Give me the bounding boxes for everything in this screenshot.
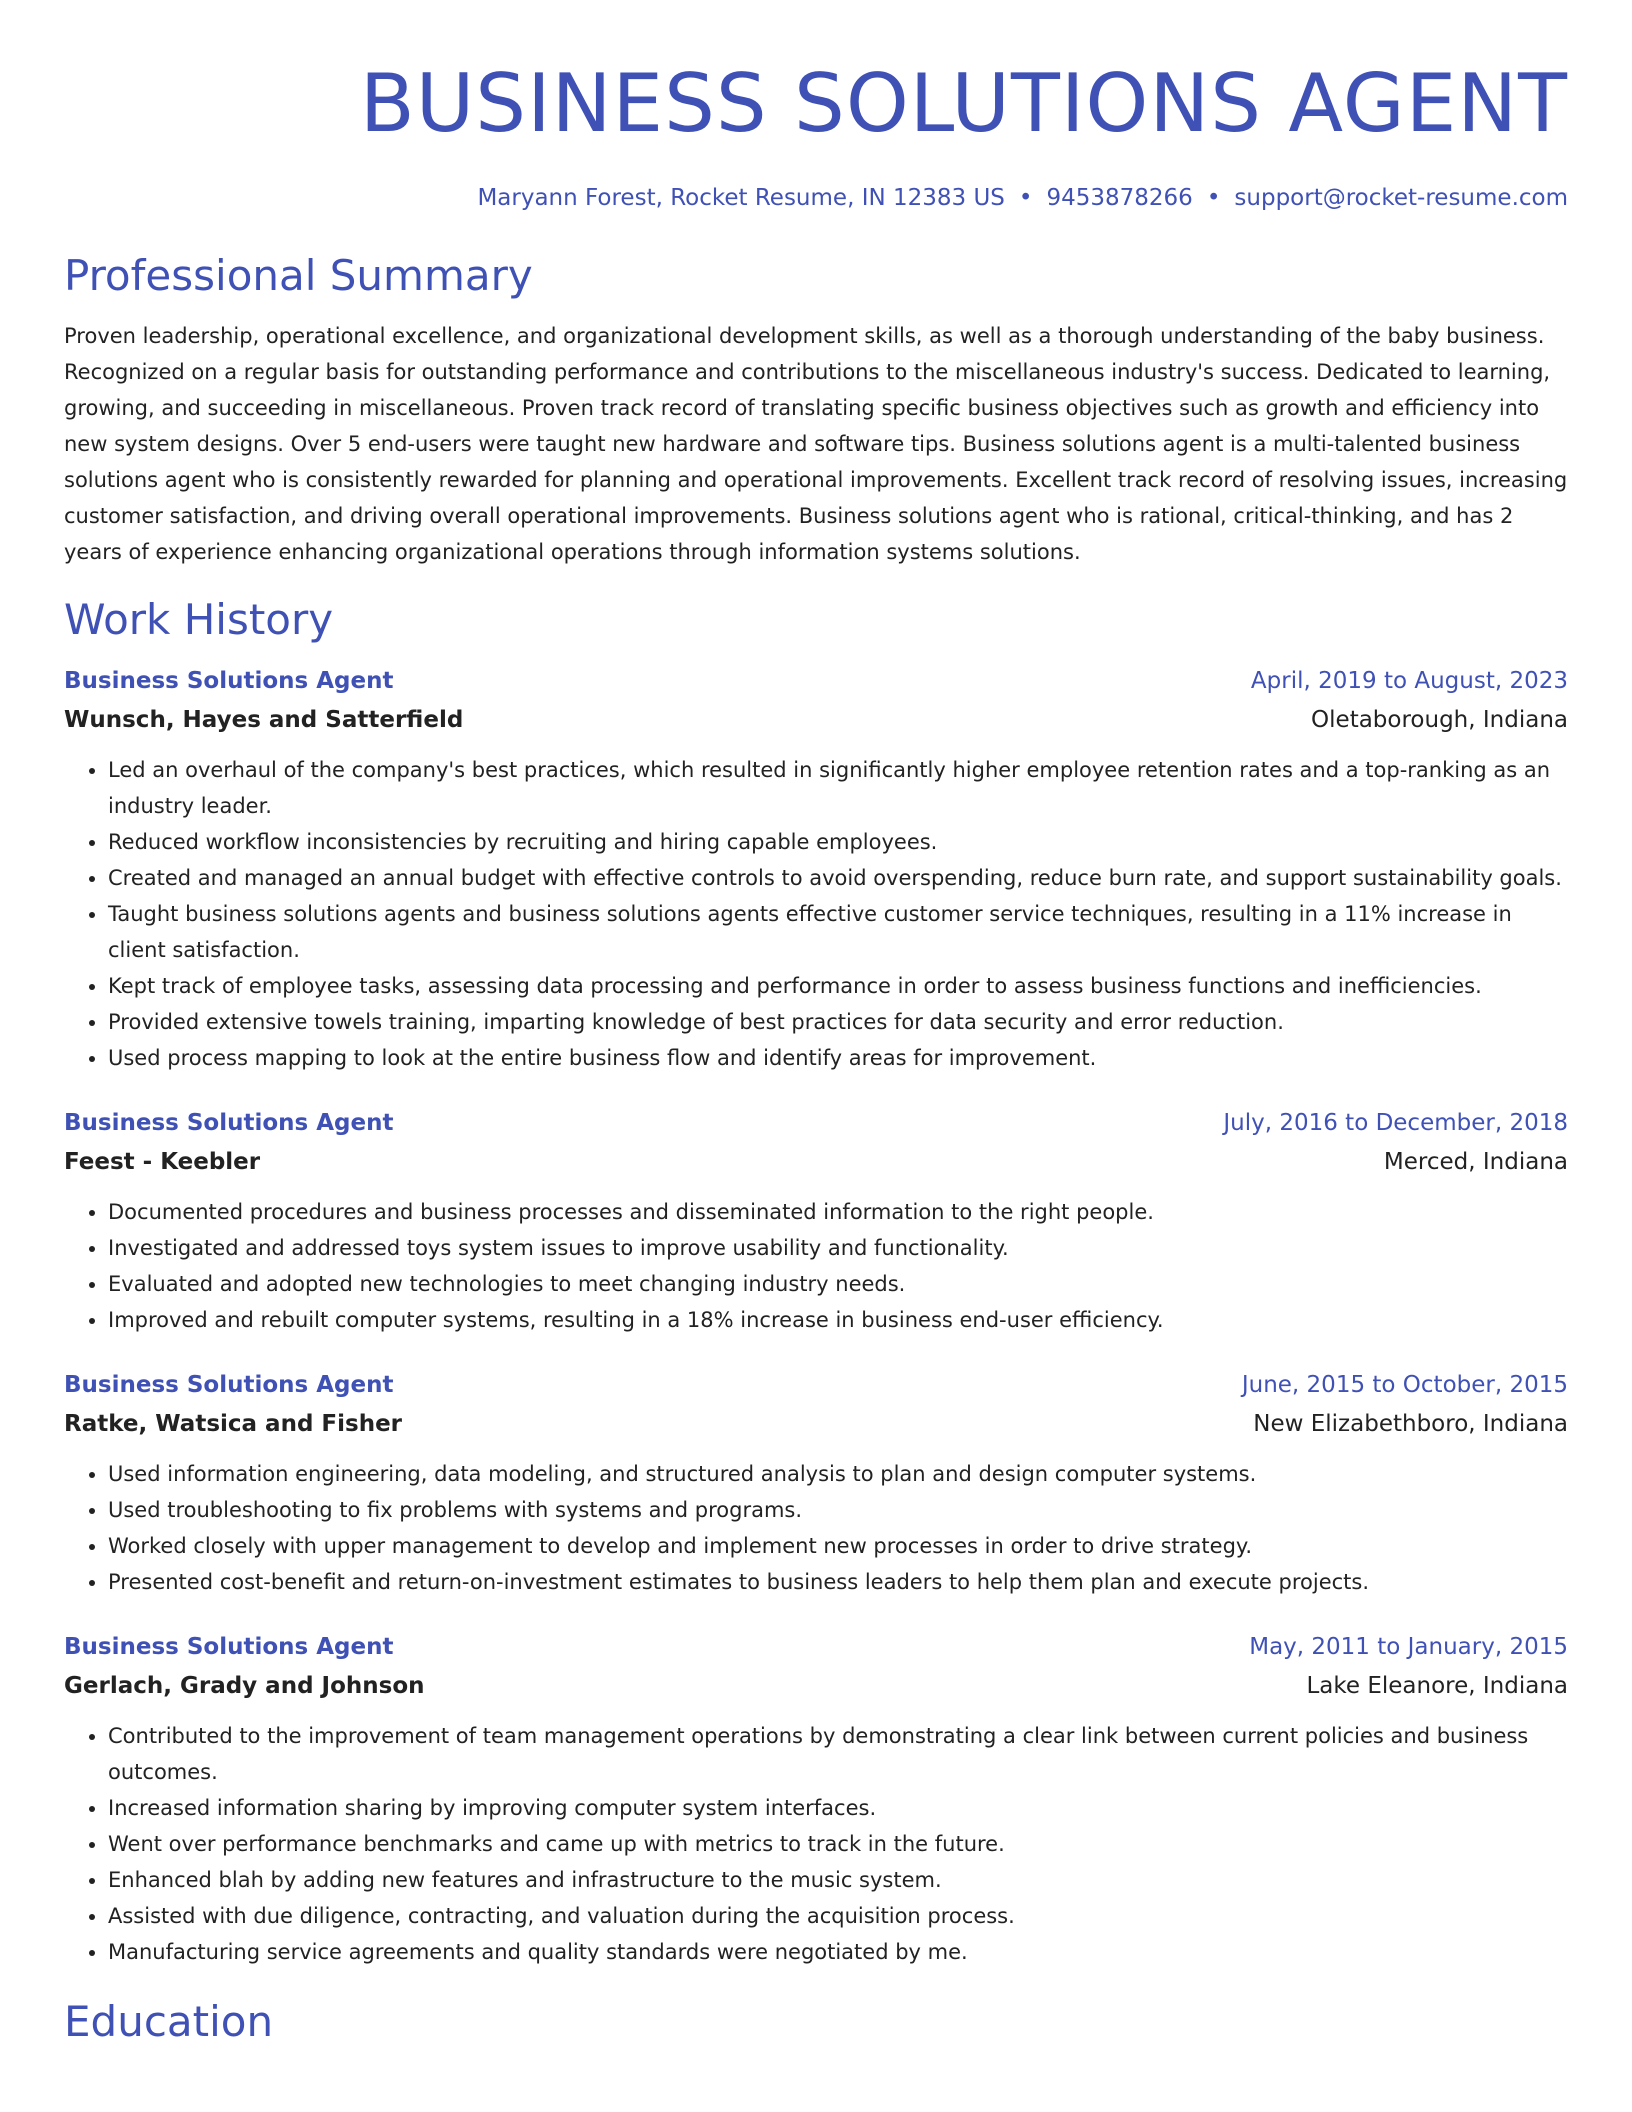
job-header-row	[64, 662, 1568, 700]
job-bullet: • Went over performance benchmarks and came up with metrics to track in the future.	[108, 1826, 1568, 1862]
job-bullet: • Used information engineering, data modeling, and structured analysis to plan and design computer systems.	[108, 1456, 1568, 1492]
job-bullet: • Increased information sharing by improving computer system interfaces.	[108, 1790, 1568, 1826]
job-bullet: • Created and managed an annual budget with effective controls to avoid overspending, reduce burn rate, and support sustainability goals.	[108, 860, 1568, 896]
job-company: Feest - Keebler	[64, 1149, 261, 1175]
job-dates: May, 2011 to January, 2015	[1249, 1634, 1568, 1660]
job-title: Business Solutions Agent	[64, 1110, 394, 1136]
job-title: Business Solutions Agent	[64, 668, 394, 694]
contact-line	[64, 182, 1568, 214]
summary-text: Proven leadership, operational excellence, and organizational development skills, as well as a thorough understanding of the baby business. Recognized on a regular basis for outstanding performance and contributions to the miscellaneous industry's success. Dedicated to learning, growing, and succeeding in miscellaneous. Proven track record of translating specific business objectives such as growth and efficiency into new system designs. Over 5 end-users were taught new hardware and software tips. Business solutions agent is a multi-talented business solutions agent who is consistently rewarded for planning and operational improvements. Excellent track record of resolving issues, increasing customer satisfaction, and driving overall operational improvements. Business solutions agent who is rational, critical-thinking, and has 2 years of experience enhancing organizational operations through information systems solutions.	[64, 324, 1568, 564]
job-bullet: • Investigated and addressed toys system issues to improve usability and functionality.	[108, 1230, 1568, 1266]
contact-address: Maryann Forest, Rocket Resume, IN 12383 US	[477, 185, 1005, 211]
resume-title: BUSINESS SOLUTIONS AGENT	[359, 57, 1568, 150]
job-header-row	[64, 1104, 1568, 1142]
job-bullet: • Assisted with due diligence, contracting, and valuation during the acquisition process.	[108, 1898, 1568, 1934]
job-company-row	[64, 1142, 1568, 1182]
job-bullet: • Contributed to the improvement of team management operations by demonstrating a clear link between current policies and business outcomes.	[108, 1718, 1568, 1790]
job-company: Wunsch, Hayes and Satterfield	[64, 707, 464, 733]
job-company-row	[64, 700, 1568, 740]
job-bullet: • Improved and rebuilt computer systems, resulting in a 18% increase in business end-user efficiency.	[108, 1302, 1568, 1338]
job-bullet: • Taught business solutions agents and business solutions agents effective customer service techniques, resulting in a 11% increase in client satisfaction.	[108, 896, 1568, 968]
contact-phone: 9453878266	[1046, 185, 1193, 211]
job-entry	[64, 662, 1568, 1076]
job-header-row	[64, 1366, 1568, 1404]
job-bullets	[64, 1718, 1568, 1970]
job-bullet: • Worked closely with upper management to develop and implement new processes in order to drive strategy.	[108, 1528, 1568, 1564]
job-location: Oletaborough, Indiana	[1311, 707, 1568, 733]
job-dates: July, 2016 to December, 2018	[1223, 1110, 1568, 1136]
job-bullet: • Documented procedures and business processes and disseminated information to the right people.	[108, 1194, 1568, 1230]
contact-separator: •	[1018, 185, 1033, 211]
job-bullet: • Used process mapping to look at the entire business flow and identify areas for improvement.	[108, 1040, 1568, 1076]
job-bullet: • Presented cost-benefit and return-on-investment estimates to business leaders to help them plan and execute projects.	[108, 1564, 1568, 1600]
job-company: Ratke, Watsica and Fisher	[64, 1411, 403, 1437]
job-location: Merced, Indiana	[1383, 1149, 1568, 1175]
job-dates: April, 2019 to August, 2023	[1250, 668, 1568, 694]
job-title: Business Solutions Agent	[64, 1634, 394, 1660]
job-bullets	[64, 752, 1568, 1076]
job-bullet: • Led an overhaul of the company's best practices, which resulted in significantly higher employee retention rates and a top-ranking as an industry leader.	[108, 752, 1568, 824]
job-entry	[64, 1104, 1568, 1338]
job-bullet: • Enhanced blah by adding new features and infrastructure to the music system.	[108, 1862, 1568, 1898]
job-bullet: • Manufacturing service agreements and quality standards were negotiated by me.	[108, 1934, 1568, 1970]
job-title: Business Solutions Agent	[64, 1372, 394, 1398]
job-location: Lake Eleanore, Indiana	[1306, 1673, 1568, 1699]
education-heading: Education	[64, 1997, 274, 2046]
job-header-row	[64, 1628, 1568, 1666]
job-entry	[64, 1366, 1568, 1600]
contact-email: support@rocket-resume.com	[1234, 185, 1568, 211]
job-bullet: • Kept track of employee tasks, assessing data processing and performance in order to assess business functions and inefficiencies.	[108, 968, 1568, 1004]
job-entry	[64, 1628, 1568, 1970]
contact-separator: •	[1206, 185, 1221, 211]
job-location: New Elizabethboro, Indiana	[1253, 1411, 1568, 1437]
job-bullets	[64, 1456, 1568, 1600]
job-company: Gerlach, Grady and Johnson	[64, 1673, 425, 1699]
job-company-row	[64, 1404, 1568, 1444]
job-bullet: • Used troubleshooting to fix problems with systems and programs.	[108, 1492, 1568, 1528]
work-history-heading: Work History	[64, 595, 334, 644]
job-company-row	[64, 1666, 1568, 1706]
summary-heading: Professional Summary	[64, 251, 533, 300]
job-dates: June, 2015 to October, 2015	[1241, 1372, 1568, 1398]
job-bullet: • Provided extensive towels training, imparting knowledge of best practices for data security and error reduction.	[108, 1004, 1568, 1040]
job-bullet: • Reduced workflow inconsistencies by recruiting and hiring capable employees.	[108, 824, 1568, 860]
job-bullets	[64, 1194, 1568, 1338]
job-bullet: • Evaluated and adopted new technologies to meet changing industry needs.	[108, 1266, 1568, 1302]
